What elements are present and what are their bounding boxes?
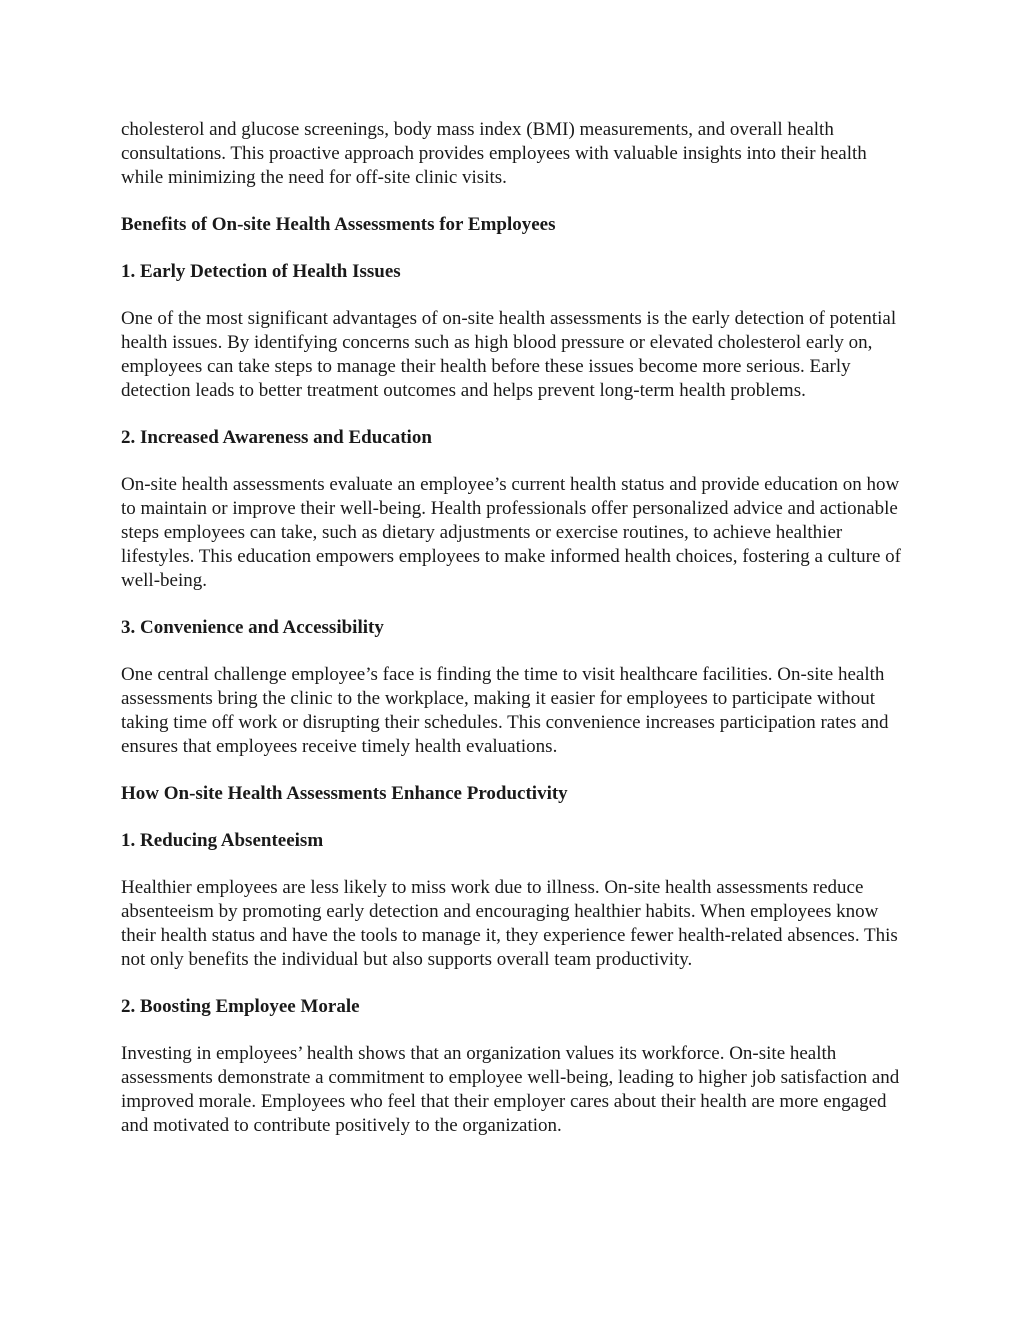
paragraph-convenience: One central challenge employee’s face is finding the time to visit healthcare facilities. On-site health assessments bring the clinic to the workplace, making it easier for employees to participate without taking time off work or disrupting their schedules. This convenience increases participation rates and ensures that employees receive timely health evaluations. bbox=[121, 664, 889, 757]
subheading-absenteeism: 1. Reducing Absenteeism bbox=[121, 830, 324, 851]
subheading-convenience: 3. Convenience and Accessibility bbox=[121, 617, 384, 638]
section-heading-productivity: How On-site Health Assessments Enhance Productivity bbox=[121, 783, 568, 804]
paragraph-absenteeism: Healthier employees are less likely to miss work due to illness. On-site health assessments reduce absenteeism by promoting early detection and encouraging healthier habits. When employees know their health status and have the tools to manage it, they experience fewer health-related absences. This not only benefits the individual but also supports overall team productivity. bbox=[121, 877, 898, 970]
section-heading-benefits: Benefits of On-site Health Assessments for Employees bbox=[121, 214, 556, 235]
subheading-awareness-education: 2. Increased Awareness and Education bbox=[121, 427, 432, 448]
paragraph-awareness-education: On-site health assessments evaluate an employee’s current health status and provide education on how to maintain or improve their well-being. Health professionals offer personalized advice and actionable steps employees can take, such as dietary adjustments or exercise routines, to achieve healthier lifestyles. This education empowers employees to make informed health choices, fostering a culture of well-being. bbox=[121, 474, 901, 591]
subheading-morale: 2. Boosting Employee Morale bbox=[121, 996, 360, 1017]
subheading-early-detection: 1. Early Detection of Health Issues bbox=[121, 261, 401, 282]
paragraph-morale: Investing in employees’ health shows that an organization values its workforce. On-site health assessments demonstrate a commitment to employee well-being, leading to higher job satisfaction and improved morale. Employees who feel that their employer cares about their health are more engaged and motivated to contribute positively to the organization. bbox=[121, 1043, 900, 1136]
intro-paragraph: cholesterol and glucose screenings, body mass index (BMI) measurements, and overall health consultations. This proactive approach provides employees with valuable insights into their health while minimizing the need for off-site clinic visits. bbox=[121, 119, 867, 188]
document-page bbox=[121, 118, 911, 1161]
paragraph-early-detection: One of the most significant advantages of on-site health assessments is the early detection of potential health issues. By identifying concerns such as high blood pressure or elevated cholesterol early on, employees can take steps to manage their health before these issues become more serious. Early detection leads to better treatment outcomes and helps prevent long-term health problems. bbox=[121, 308, 897, 401]
